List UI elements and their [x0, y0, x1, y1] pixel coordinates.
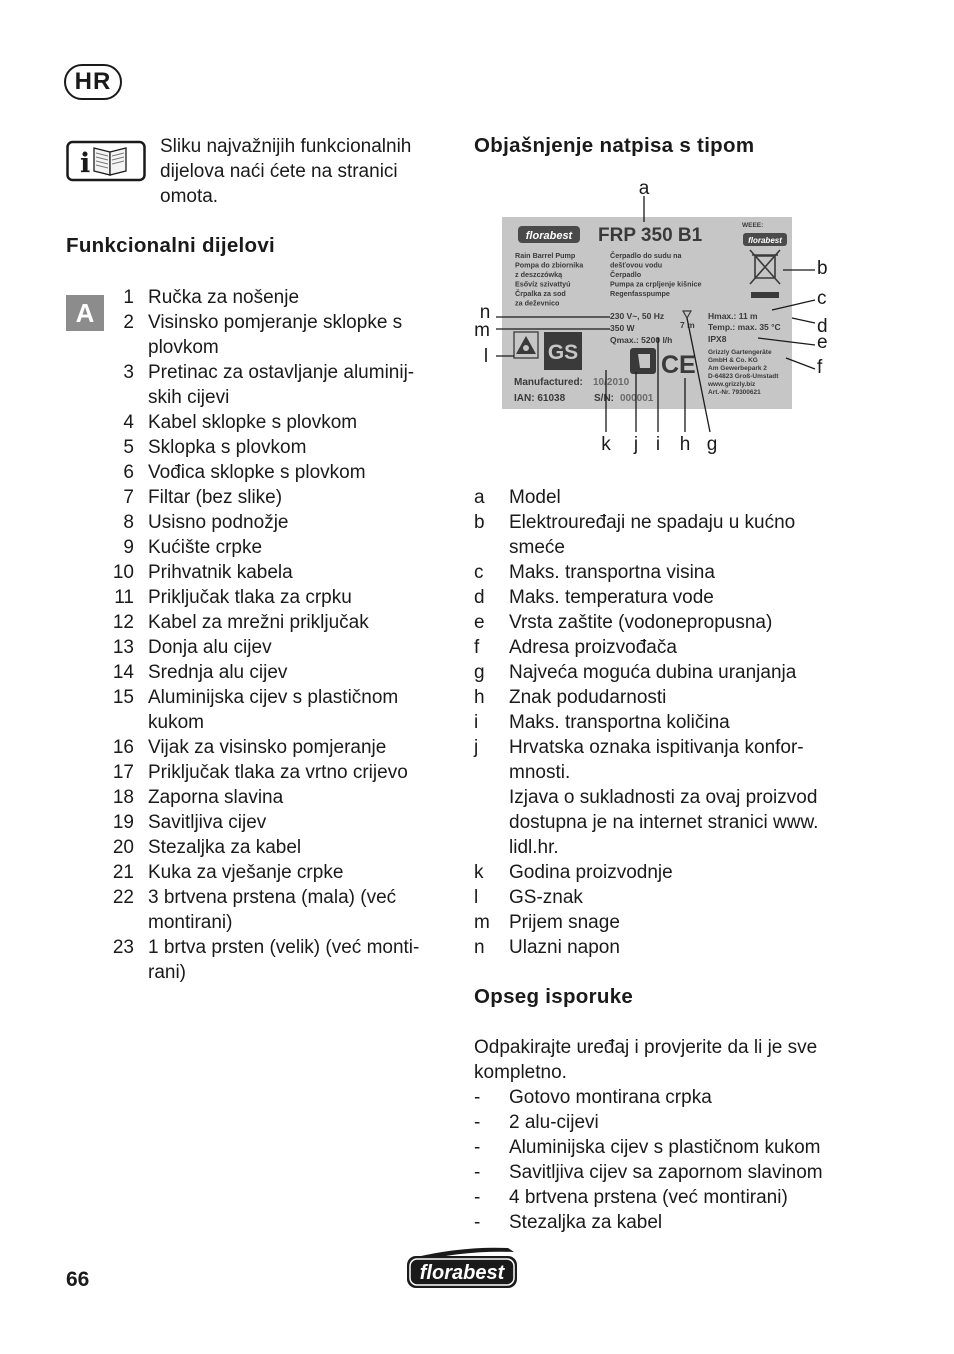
- plate-line: Rain Barrel Pump: [515, 251, 576, 260]
- part-text: 3 brtvena prstena (mala) (već montirani): [148, 887, 397, 933]
- legend-key: d: [474, 587, 485, 608]
- legend-item: [474, 485, 854, 510]
- scope-item: [474, 1085, 864, 1110]
- part-item: [100, 435, 445, 460]
- part-number: 18: [112, 787, 134, 808]
- scope-intro: Odpakirajte uređaj i provjerite da li je sve kompletno.: [474, 1037, 818, 1083]
- part-number: 7: [123, 487, 134, 508]
- part-number: 15: [112, 687, 134, 708]
- plate-weee: WEEE:: [742, 222, 764, 229]
- plate-manufactured-value: 10/2010: [593, 377, 630, 388]
- svg-text:florabest: florabest: [748, 236, 782, 245]
- page-number: 66: [66, 1268, 90, 1291]
- part-item: [100, 360, 445, 410]
- legend-item: [474, 635, 854, 660]
- part-number: 16: [112, 737, 134, 758]
- legend-item: [474, 610, 854, 635]
- callout-h: h: [679, 434, 691, 455]
- plate-line: www.grizzly.biz: [708, 381, 756, 388]
- scope-text: Stezaljka za kabel: [509, 1212, 663, 1233]
- plate-line: Pompa do zbiornika: [515, 260, 584, 270]
- part-number: 23: [112, 937, 134, 958]
- legend-key: b: [474, 512, 485, 533]
- plate-line: D-64823 Groß-Umstadt: [708, 373, 779, 380]
- plate-temp: Temp.: max. 35 °C: [708, 322, 781, 332]
- plate-heading: Objašnjenje natpisa s tipom: [474, 134, 755, 157]
- scope-item: [474, 1160, 864, 1185]
- plate-line: za deževnico: [515, 298, 560, 308]
- plate-line: Grizzly Gartengeräte: [708, 349, 772, 356]
- legend-key: c: [474, 562, 484, 583]
- legend-item: [474, 585, 854, 610]
- plate-line: Art.-Nr. 79300621: [708, 389, 761, 396]
- part-item: [100, 760, 445, 785]
- svg-text:GS: GS: [547, 341, 579, 364]
- part-item: [100, 310, 445, 360]
- legend-item: [474, 660, 854, 685]
- parts-heading: Funkcionalni dijelovi: [66, 234, 276, 257]
- legend-text: Najveća moguća dubina uranjanja: [509, 662, 797, 683]
- legend-text: Maks. transportna visina: [509, 562, 715, 583]
- part-text: Priključak tlaka za crpku: [148, 587, 352, 608]
- plate-sn-value: 000001: [620, 393, 654, 404]
- plate-line: Regenfasspumpe: [610, 289, 670, 298]
- plate-line: Pumpa za crpljenje kišnice: [610, 279, 702, 289]
- legend-item: [474, 935, 854, 960]
- legend-text: Elektrouređaji ne spadaju u kućno smeće: [509, 512, 796, 558]
- legend-key: l: [474, 887, 479, 908]
- callout-f: f: [817, 357, 823, 378]
- part-item: [100, 785, 445, 810]
- callout-b: b: [817, 258, 828, 279]
- part-number: 6: [123, 462, 134, 483]
- plate-line: Am Gewerbepark 2: [708, 365, 767, 372]
- plate-sn-label: S/N:: [594, 393, 614, 404]
- part-text: Vijak za visinsko pomjeranje: [148, 737, 387, 758]
- callout-k: k: [601, 434, 611, 455]
- legend-text: GS-znak: [509, 887, 583, 908]
- scope-text: 4 brtvena prstena (već montirani): [509, 1187, 788, 1208]
- part-item: [100, 410, 445, 435]
- legend-key: g: [474, 662, 485, 683]
- plate-ian: IAN: 61038: [514, 393, 566, 404]
- bin-bar: [751, 292, 779, 298]
- scope-heading: Opseg isporuke: [474, 985, 634, 1008]
- legend-key: a: [474, 487, 485, 508]
- plate-voltage: 230 V~, 50 Hz: [610, 311, 665, 321]
- legend-key: n: [474, 937, 485, 958]
- scope-text: Gotovo montirana crpka: [509, 1087, 712, 1108]
- part-number: 4: [123, 412, 134, 433]
- part-item: [100, 685, 445, 735]
- callout-a: a: [638, 178, 650, 199]
- scope-dash: -: [474, 1187, 481, 1208]
- part-number: 14: [112, 662, 134, 683]
- part-text: 1 brtva prsten (velik) (već monti-rani): [148, 937, 420, 983]
- plate-model: FRP 350 B1: [598, 225, 703, 246]
- callout-e: e: [817, 332, 828, 353]
- part-text: Usisno podnožje: [148, 512, 289, 533]
- part-number: 1: [123, 287, 134, 308]
- callout-j: j: [633, 434, 639, 455]
- legend-item: [474, 885, 854, 910]
- part-item: [100, 535, 445, 560]
- legend-text: Maks. temperatura vode: [509, 587, 714, 608]
- legend-text: Model: [509, 487, 561, 508]
- plate-brand-logo: [518, 226, 580, 243]
- part-text: Sklopka s plovkom: [148, 437, 307, 458]
- part-number: 13: [112, 637, 134, 658]
- part-text: Zaporna slavina: [148, 787, 284, 808]
- info-note: Sliku najvažnijih funkcionalnih dijelova naći ćete na stranici omota.: [160, 136, 412, 207]
- part-item: [100, 560, 445, 585]
- legend-item: [474, 735, 854, 860]
- plate-legend: [474, 485, 854, 960]
- svg-text:i: i: [80, 148, 91, 179]
- legend-key: i: [474, 712, 479, 733]
- plate-depth: 7 m: [680, 320, 695, 330]
- hr-conformity-icon: [630, 348, 656, 374]
- plate-manufactured-label: Manufactured:: [514, 377, 583, 388]
- legend-text: Vrsta zaštite (vodonepropusna): [509, 612, 773, 633]
- legend-text: Znak podudarnosti: [509, 687, 667, 708]
- plate-line: dešťovou vodu: [610, 260, 663, 270]
- language-badge: HR: [64, 64, 122, 100]
- plate-line: Čerpadlo: [610, 270, 642, 279]
- figure-badge: A: [66, 295, 104, 331]
- callout-l: l: [483, 346, 489, 367]
- part-item: [100, 585, 445, 610]
- info-book-icon: [66, 140, 146, 182]
- part-number: 9: [123, 537, 134, 558]
- callout-n: n: [479, 302, 491, 323]
- svg-text:florabest: florabest: [525, 230, 573, 242]
- legend-text: Maks. transportna količina: [509, 712, 730, 733]
- callout-m: m: [474, 320, 490, 341]
- legend-item: [474, 560, 854, 585]
- parts-list: [100, 285, 445, 985]
- plate-power: 350 W: [610, 323, 635, 333]
- scope-dash: -: [474, 1212, 481, 1233]
- plate-line: z deszczówką: [515, 270, 563, 279]
- plate-line: Čerpadlo do sudu na: [610, 251, 682, 260]
- part-item: [100, 735, 445, 760]
- part-number: 3: [123, 362, 134, 383]
- callout-c: c: [817, 288, 827, 309]
- part-item: [100, 285, 445, 310]
- part-text: Kućište crpke: [148, 537, 263, 558]
- legend-item: [474, 710, 854, 735]
- scope-item: [474, 1210, 864, 1235]
- scope-text: 2 alu-cijevi: [509, 1112, 599, 1133]
- scope-dash: -: [474, 1112, 481, 1133]
- legend-key: h: [474, 687, 485, 708]
- part-text: Kuka za vješanje crpke: [148, 862, 344, 883]
- plate-line: Črpalka za sod: [515, 289, 566, 298]
- scope-item: [474, 1110, 864, 1135]
- plate-brand-logo-small: [743, 233, 787, 246]
- part-number: 8: [123, 512, 134, 533]
- part-item: [100, 635, 445, 660]
- part-text: Donja alu cijev: [148, 637, 272, 658]
- part-text: Kabel za mrežni priključak: [148, 612, 369, 633]
- legend-text: Prijem snage: [509, 912, 620, 933]
- legend-text: Adresa proizvođača: [509, 637, 677, 658]
- type-plate-figure: [470, 176, 840, 461]
- part-text: Savitljiva cijev: [148, 812, 267, 833]
- legend-item: [474, 510, 854, 560]
- scope-dash: -: [474, 1137, 481, 1158]
- part-item: [100, 810, 445, 835]
- scope-text: Savitljiva cijev sa zapornom slavinom: [509, 1162, 823, 1183]
- plate-line: Esővíz szivattyú: [515, 279, 571, 289]
- callout-g: g: [706, 434, 718, 455]
- legend-key: e: [474, 612, 485, 633]
- legend-text: Hrvatska oznaka ispitivanja konfor-mnosti. Izjava o sukladnosti za ovaj proizvod dostupna je na internet stranici www. lidl.hr.: [509, 737, 819, 858]
- part-text: Ručka za nošenje: [148, 287, 300, 308]
- footer-brand-logo: [404, 1244, 520, 1290]
- part-item: [100, 610, 445, 635]
- scope-text: Aluminijska cijev s plastičnom kukom: [509, 1137, 821, 1158]
- part-text: Filtar (bez slike): [148, 487, 283, 508]
- scope-dash: -: [474, 1087, 481, 1108]
- ce-mark-icon: CE: [661, 351, 696, 379]
- part-text: Priključak tlaka za vrtno crijevo: [148, 762, 408, 783]
- part-number: 20: [112, 837, 134, 858]
- part-text: Vođica sklopke s plovkom: [148, 462, 366, 483]
- scope-list: [474, 1085, 864, 1235]
- part-number: 17: [112, 762, 134, 783]
- legend-key: j: [474, 737, 479, 758]
- legend-text: Godina proizvodnje: [509, 862, 673, 883]
- part-text: Kabel sklopke s plovkom: [148, 412, 358, 433]
- svg-text:florabest: florabest: [419, 1262, 505, 1284]
- part-number: 22: [112, 887, 134, 908]
- part-number: 11: [114, 587, 134, 608]
- legend-item: [474, 910, 854, 935]
- scope-item: [474, 1135, 864, 1160]
- legend-item: [474, 860, 854, 885]
- part-item: [100, 460, 445, 485]
- legend-item: [474, 685, 854, 710]
- part-item: [100, 935, 445, 985]
- callout-i: i: [655, 434, 661, 455]
- plate-qmax: Qmax.: 5200 l/h: [610, 335, 673, 345]
- part-text: Stezaljka za kabel: [148, 837, 302, 858]
- part-item: [100, 510, 445, 535]
- part-number: 19: [112, 812, 134, 833]
- part-number: 21: [112, 862, 134, 883]
- part-text: Prihvatnik kabela: [148, 562, 293, 583]
- part-number: 10: [112, 562, 134, 583]
- gs-mark-icon: [544, 332, 582, 370]
- part-text: Srednja alu cijev: [148, 662, 288, 683]
- legend-key: k: [474, 862, 484, 883]
- part-item: [100, 485, 445, 510]
- plate-ipx: IPX8: [708, 334, 727, 344]
- part-item: [100, 660, 445, 685]
- part-number: 12: [112, 612, 134, 633]
- legend-text: Ulazni napon: [509, 937, 620, 958]
- part-item: [100, 835, 445, 860]
- part-text: Aluminijska cijev s plastičnom kukom: [148, 687, 399, 733]
- part-item: [100, 860, 445, 885]
- scope-item: [474, 1185, 864, 1210]
- part-item: [100, 885, 445, 935]
- part-number: 5: [123, 437, 134, 458]
- part-number: 2: [123, 312, 134, 333]
- part-text: Visinsko pomjeranje sklopke s plovkom: [148, 312, 403, 358]
- part-text: Pretinac za ostavljanje aluminij-skih cijevi: [148, 362, 415, 408]
- legend-key: f: [474, 637, 480, 658]
- plate-line: GmbH & Co. KG: [708, 357, 758, 364]
- scope-dash: -: [474, 1162, 481, 1183]
- legend-key: m: [474, 912, 490, 933]
- plate-hmax: Hmax.: 11 m: [708, 311, 758, 321]
- callout-d: d: [817, 316, 828, 337]
